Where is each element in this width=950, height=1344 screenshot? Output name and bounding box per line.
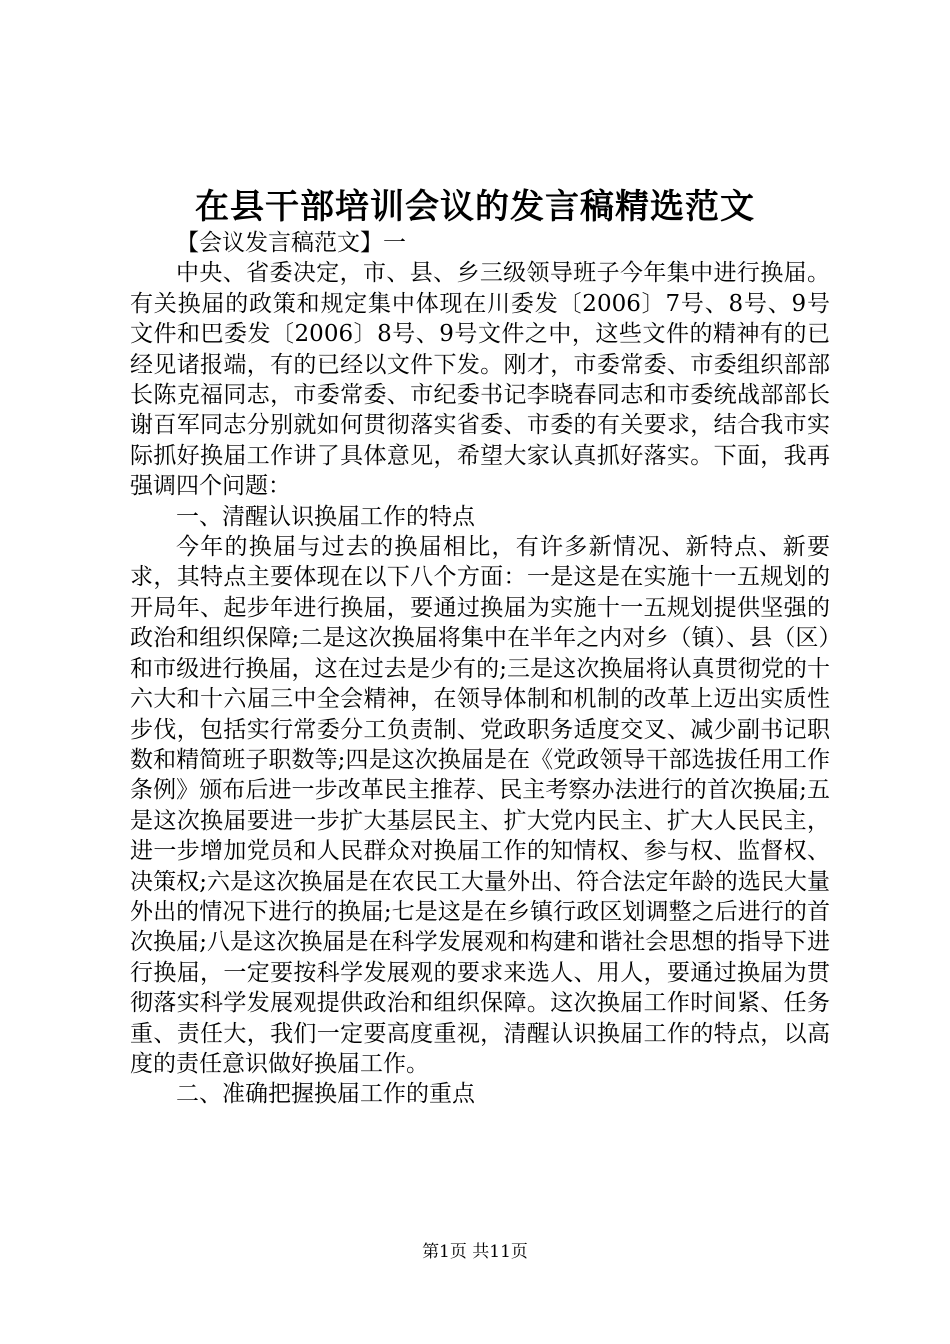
page-footer: 第1页 共11页: [422, 1242, 528, 1262]
section-heading-1: 一、清醒认识换届工作的特点: [176, 503, 475, 530]
document-title: 在县干部培训会议的发言稿精选范文: [195, 187, 755, 227]
paragraph-intro: 中央、省委决定，市、县、乡三级领导班子今年集中进行换届。有关换届的政策和规定集中体现在川委发〔2006〕7号、8号、9号文件和巴委发〔2006〕8号、9号文件之中，这些文件的精神有的已经见诸报端，有的已经以文件下发。刚才，市委常委、市委组织部部长陈克福同志，市委常委、市纪委书记李晓春同志和市委统战部部长谢百军同志分别就如何贯彻落实省委、市委的有关要求，结合我市实际抓好换届工作讲了具体意见，希望大家认真抓好落实。下面，我再强调四个问题：: [130, 260, 830, 500]
section-heading-2: 二、准确把握换届工作的重点: [176, 1081, 475, 1108]
document-body: [130, 228, 830, 1110]
section-label: 【会议发言稿范文】一: [176, 230, 406, 256]
paragraph-characteristics: 今年的换届与过去的换届相比，有许多新情况、新特点、新要求，其特点主要体现在以下八个方面：一是这是在实施十一五规划的开局年、起步年进行换届，要通过换届为实施十一五规划提供坚强的政治和组织保障;二是这次换届将集中在半年之内对乡（镇）、县（区）和市级进行换届，这在过去是少有的;三是这次换届将认真贯彻党的十六大和十六届三中全会精神，在领导体制和机制的改革上迈出实质性步伐，包括实行常委分工负责制、党政职务适度交叉、减少副书记职数和精简班子职数等;四是这次换届是在《党政领导干部选拔任用工作条例》颁布后进一步改革民主推荐、民主考察办法进行的首次换届;五是这次换届要进一步扩大基层民主、扩大党内民主、扩大人民民主，进一步增加党员和人民群众对换届工作的知情权、参与权、监督权、决策权;六是这次换届是在农民工大量外出、符合法定年龄的选民大量外出的情况下进行的换届;七是这是在乡镇行政区划调整之后进行的首次换届;八是这次换届是在科学发展观和构建和谐社会思想的指导下进行换届，一定要按科学发展观的要求来选人、用人，要通过换届为贯彻落实科学发展观提供政治和组织保障。这次换届工作时间紧、任务重、责任大，我们一定要高度重视，清醒认识换届工作的特点，以高度的责任意识做好换届工作。: [130, 534, 830, 1077]
